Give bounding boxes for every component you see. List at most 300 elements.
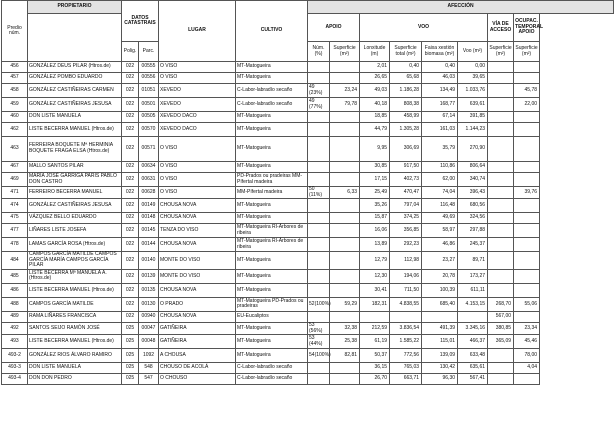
voo-cell: 1.144,23: [458, 123, 488, 137]
lonxitude-cell: 182,31: [360, 297, 390, 311]
faixa-cell: [422, 311, 458, 322]
lugar-cell: O VISO: [159, 173, 236, 187]
apoio-num-cell: [308, 123, 330, 137]
predio-cell: 462: [2, 123, 28, 137]
header-propietario: PROPIETARIO: [28, 1, 122, 14]
ocupac-cell: [514, 374, 540, 385]
cultivo-cell: MT-Matogueira: [236, 73, 308, 84]
polig-cell: 022: [122, 224, 139, 238]
polig-cell: 022: [122, 213, 139, 224]
table-row: [2, 238, 614, 252]
lugar-cell: XEVEDO DACO: [159, 112, 236, 123]
ocupac-cell: 78,00: [514, 349, 540, 363]
cultivo-cell: MT-Matogueira: [236, 137, 308, 162]
apoio-num-cell: [308, 199, 330, 213]
superficie-total-cell: 797,04: [390, 199, 422, 213]
header-ocupacion-temporal: OCUPAC. TEMPORAL APOIO: [514, 14, 540, 42]
polig-cell: 022: [122, 173, 139, 187]
predio-cell: 475: [2, 213, 28, 224]
lonxitude-cell: 15,87: [360, 213, 390, 224]
table-row: [2, 269, 614, 283]
ocupac-cell: [514, 269, 540, 283]
apoio-num-cell: [308, 224, 330, 238]
faixa-cell: 116,48: [422, 199, 458, 213]
lugar-cell: O CHOUSO: [159, 374, 236, 385]
table-row: [2, 123, 614, 137]
header-superficie-apoio: Superficie (m²): [330, 42, 360, 62]
via-cell: 567,00: [488, 311, 514, 322]
lonxitude-cell: 26,65: [360, 73, 390, 84]
superficie-total-cell: 0,40: [390, 62, 422, 73]
parc-cell: 00555: [139, 62, 159, 73]
ocupac-cell: 55,06: [514, 297, 540, 311]
ocupac-cell: [514, 173, 540, 187]
ocupac-cell: [514, 112, 540, 123]
predio-cell: 469: [2, 173, 28, 187]
apoio-superficie-cell: [330, 62, 360, 73]
via-cell: [488, 199, 514, 213]
via-cell: [488, 213, 514, 224]
superficie-total-cell: 356,85: [390, 224, 422, 238]
cultivo-cell: MT-Matogueira: [236, 62, 308, 73]
lugar-cell: XEVEDO: [159, 84, 236, 98]
ocupac-cell: [514, 252, 540, 270]
predio-cell: 493: [2, 335, 28, 349]
table-row: [2, 297, 614, 311]
header-apoio: APOIO: [308, 14, 360, 42]
faixa-cell: 139,09: [422, 349, 458, 363]
header-afeccion: AFECCIÓN: [308, 1, 614, 14]
header-via-acceso: VÍA DE ACCESO: [488, 14, 514, 42]
lugar-cell: CHOUSO DE ACOLÁ: [159, 363, 236, 374]
apoio-num-cell: [308, 252, 330, 270]
lonxitude-cell: 50,37: [360, 349, 390, 363]
apoio-superficie-cell: [330, 73, 360, 84]
cultivo-cell: MT-Matogueira: [236, 335, 308, 349]
polig-cell: 025: [122, 349, 139, 363]
ocupac-cell: 23,34: [514, 322, 540, 334]
polig-cell: 022: [122, 238, 139, 252]
apoio-superficie-cell: 32,38: [330, 322, 360, 334]
header-apelidos: [28, 14, 122, 62]
voo-cell: 89,71: [458, 252, 488, 270]
lonxitude-cell: 18,85: [360, 112, 390, 123]
ocupac-cell: [514, 73, 540, 84]
faixa-cell: 74,04: [422, 187, 458, 199]
lonxitude-cell: 212,59: [360, 322, 390, 334]
owner-cell: GONZÁLEZ DEUS PILAR (Htros.de): [28, 62, 122, 73]
owner-cell: LISTE BECERRA MANUEL (Htros.de): [28, 335, 122, 349]
superficie-total-cell: 112,98: [390, 252, 422, 270]
faixa-cell: 491,39: [422, 322, 458, 334]
ocupac-cell: 45,78: [514, 84, 540, 98]
owner-cell: DON LISTE MANUELA: [28, 112, 122, 123]
superficie-total-cell: 65,68: [390, 73, 422, 84]
superficie-total-cell: 458,99: [390, 112, 422, 123]
apoio-num-cell: [308, 311, 330, 322]
parc-cell: 1092: [139, 349, 159, 363]
superficie-total-cell: 663,71: [390, 374, 422, 385]
voo-cell: 391,85: [458, 112, 488, 123]
table-row: [2, 349, 614, 363]
table-row: [2, 283, 614, 297]
parc-cell: 00556: [139, 73, 159, 84]
apoio-superficie-cell: [330, 252, 360, 270]
apoio-superficie-cell: [330, 213, 360, 224]
lugar-cell: CHOUSA NOVA: [159, 238, 236, 252]
voo-cell: 396,43: [458, 187, 488, 199]
faixa-cell: 115,01: [422, 335, 458, 349]
voo-cell: 245,37: [458, 238, 488, 252]
owner-cell: MARÍA JOSÉ GARRIGA PARIS PABLO DON CASTRO: [28, 173, 122, 187]
lugar-cell: CHOUSA NOVA: [159, 311, 236, 322]
predio-cell: 488: [2, 297, 28, 311]
superficie-total-cell: 1.305,28: [390, 123, 422, 137]
superficie-total-cell: 3.836,54: [390, 322, 422, 334]
owner-cell: LISTE BECERRA MANUEL (Htros.de): [28, 283, 122, 297]
table-row: [2, 73, 614, 84]
via-cell: [488, 162, 514, 173]
lonxitude-cell: 40,18: [360, 98, 390, 112]
header-cultivo: CULTIVO: [236, 1, 308, 62]
faixa-cell: 0,40: [422, 62, 458, 73]
voo-cell: 4.153,15: [458, 297, 488, 311]
polig-cell: 022: [122, 187, 139, 199]
ocupac-cell: [514, 213, 540, 224]
table-row: [2, 173, 614, 187]
superficie-total-cell: 4.838,55: [390, 297, 422, 311]
cultivo-cell: MT-Matogueira: [236, 252, 308, 270]
cultivo-cell: MT-Matogueira: [236, 199, 308, 213]
faixa-cell: 23,27: [422, 252, 458, 270]
cultivo-cell: MT-Matogueira RI-Árbores de ribeira: [236, 238, 308, 252]
via-cell: [488, 224, 514, 238]
header-lugar: LUGAR: [159, 1, 236, 62]
predio-cell: 484: [2, 252, 28, 270]
via-cell: 365,09: [488, 335, 514, 349]
lugar-cell: CHOUSA NOVA: [159, 283, 236, 297]
superficie-total-cell: 292,23: [390, 238, 422, 252]
cultivo-cell: MT-Matogueira PD-Prados ou pradeiras: [236, 297, 308, 311]
table-row: [2, 84, 614, 98]
parc-cell: 548: [139, 363, 159, 374]
apoio-superficie-cell: [330, 112, 360, 123]
lonxitude-cell: 17,15: [360, 173, 390, 187]
apoio-num-cell: 53 (56%): [308, 322, 330, 334]
via-cell: 268,70: [488, 297, 514, 311]
apoio-num-cell: [308, 374, 330, 385]
lonxitude-cell: 13,89: [360, 238, 390, 252]
predio-cell: 460: [2, 112, 28, 123]
polig-cell: 022: [122, 137, 139, 162]
ocupac-cell: 39,76: [514, 187, 540, 199]
table-row: [2, 162, 614, 173]
parc-cell: 00505: [139, 112, 159, 123]
cultivo-cell: MT-Matogueira: [236, 283, 308, 297]
apoio-superficie-cell: [330, 162, 360, 173]
apoio-num-cell: [308, 73, 330, 84]
apoio-num-cell: [308, 283, 330, 297]
parc-cell: 00571: [139, 137, 159, 162]
voo-cell: 680,56: [458, 199, 488, 213]
superficie-total-cell: 1.585,22: [390, 335, 422, 349]
owner-cell: MALLO SANTOS PILAR: [28, 162, 122, 173]
apoio-superficie-cell: [330, 123, 360, 137]
apoio-superficie-cell: [330, 269, 360, 283]
parc-cell: 00628: [139, 187, 159, 199]
voo-cell: 3.345,16: [458, 322, 488, 334]
owner-cell: GONZÁLEZ CASTIÑEIRAS CARMEN: [28, 84, 122, 98]
superficie-total-cell: 470,47: [390, 187, 422, 199]
table-row: [2, 374, 614, 385]
table-row: [2, 187, 614, 199]
polig-cell: 022: [122, 199, 139, 213]
lonxitude-cell: 61,19: [360, 335, 390, 349]
apoio-superficie-cell: 25,38: [330, 335, 360, 349]
faixa-cell: 110,86: [422, 162, 458, 173]
cultivo-cell: MM-Pífertal madeira: [236, 187, 308, 199]
cultivo-cell: MT-Matogueira: [236, 213, 308, 224]
polig-cell: 022: [122, 112, 139, 123]
owner-cell: LAMAS GARCÍA ROSA (Htros.de): [28, 238, 122, 252]
predio-cell: 478: [2, 238, 28, 252]
predio-cell: 463: [2, 137, 28, 162]
faixa-cell: 67,14: [422, 112, 458, 123]
apoio-num-cell: [308, 162, 330, 173]
owner-cell: GONZÁLEZ RIOS ÁLVARO RAMIRO: [28, 349, 122, 363]
lugar-cell: O VISO: [159, 162, 236, 173]
predio-cell: 471: [2, 187, 28, 199]
lugar-cell: CHOUSA NOVA: [159, 213, 236, 224]
apoio-superficie-cell: [330, 374, 360, 385]
polig-cell: 025: [122, 335, 139, 349]
parc-cell: 00135: [139, 283, 159, 297]
apoio-superficie-cell: [330, 173, 360, 187]
owner-cell: RAMA LIÑARES FRANCISCA: [28, 311, 122, 322]
cultivo-cell: MT-Matogueira: [236, 269, 308, 283]
voo-cell: 567,41: [458, 374, 488, 385]
via-cell: [488, 73, 514, 84]
lonxitude-cell: 12,30: [360, 269, 390, 283]
header-lonxitude: Lonxitude (m): [360, 42, 390, 62]
faixa-cell: 130,42: [422, 363, 458, 374]
header-polig: Polig.: [122, 42, 139, 62]
polig-cell: 022: [122, 98, 139, 112]
table-row: [2, 311, 614, 322]
parc-cell: 00634: [139, 162, 159, 173]
lugar-cell: O VISO: [159, 187, 236, 199]
ocupac-cell: [514, 162, 540, 173]
polig-cell: 025: [122, 374, 139, 385]
parc-cell: 00145: [139, 224, 159, 238]
lonxitude-cell: 36,15: [360, 363, 390, 374]
owner-cell: DON LISTE MANUELA: [28, 363, 122, 374]
faixa-cell: 46,86: [422, 238, 458, 252]
lugar-cell: XEVEDO: [159, 98, 236, 112]
header-predio: Predio núm.: [2, 1, 28, 62]
table-row: [2, 224, 614, 238]
table-row: [2, 137, 614, 162]
via-cell: [488, 283, 514, 297]
faixa-cell: 62,00: [422, 173, 458, 187]
header-parc: Parc.: [139, 42, 159, 62]
lonxitude-cell: 49,03: [360, 84, 390, 98]
apoio-superficie-cell: [330, 283, 360, 297]
lonxitude-cell: [360, 311, 390, 322]
apoio-num-cell: 54(100%): [308, 349, 330, 363]
superficie-total-cell: 765,03: [390, 363, 422, 374]
faixa-cell: 100,39: [422, 283, 458, 297]
lugar-cell: A CHOUSA: [159, 349, 236, 363]
apoio-num-cell: 49 (77%): [308, 98, 330, 112]
via-cell: [488, 112, 514, 123]
table-row: [2, 112, 614, 123]
owner-cell: CAMPOS GARCÍA MATILDE CAMPOS GARCÍA MARÍA CAMPOS GARCÍA PILAR: [28, 252, 122, 270]
faixa-cell: 96,30: [422, 374, 458, 385]
apoio-superficie-cell: [330, 311, 360, 322]
superficie-total-cell: [390, 311, 422, 322]
expropriation-table: [1, 0, 614, 385]
owner-cell: FERREIRA BOQUETE Mª HERMINIA BOQUETE FRAGA ELSA (Htros.de): [28, 137, 122, 162]
parc-cell: 00149: [139, 199, 159, 213]
ocupac-cell: 45,46: [514, 335, 540, 349]
lonxitude-cell: 12,79: [360, 252, 390, 270]
parc-cell: 00144: [139, 238, 159, 252]
parc-cell: 00148: [139, 213, 159, 224]
cultivo-cell: MT-Matogueira RI-Árbores de ribeira: [236, 224, 308, 238]
cultivo-cell: C-Labor-labradío secaño: [236, 374, 308, 385]
lugar-cell: GATIÑEIRA: [159, 335, 236, 349]
voo-cell: 635,61: [458, 363, 488, 374]
predio-cell: 485: [2, 269, 28, 283]
lugar-cell: O VISO: [159, 73, 236, 84]
cultivo-cell: MT-Matogueira: [236, 123, 308, 137]
owner-cell: FERREIRO BECERRA MANUEL: [28, 187, 122, 199]
apoio-superficie-cell: 6,33: [330, 187, 360, 199]
polig-cell: 022: [122, 62, 139, 73]
via-cell: [488, 252, 514, 270]
apoio-num-cell: [308, 213, 330, 224]
apoio-num-cell: [308, 238, 330, 252]
ocupac-cell: 4,04: [514, 363, 540, 374]
lugar-cell: O VISO: [159, 137, 236, 162]
table-row: [2, 62, 614, 73]
voo-cell: 1.033,76: [458, 84, 488, 98]
lonxitude-cell: 25,49: [360, 187, 390, 199]
superficie-total-cell: 1.186,28: [390, 84, 422, 98]
via-cell: [488, 363, 514, 374]
apoio-superficie-cell: [330, 238, 360, 252]
faixa-cell: 49,69: [422, 213, 458, 224]
superficie-total-cell: 772,56: [390, 349, 422, 363]
apoio-num-cell: [308, 62, 330, 73]
ocupac-cell: [514, 283, 540, 297]
owner-cell: GONZÁLEZ CASTIÑEIRAS JESUSA: [28, 98, 122, 112]
cultivo-cell: EU-Eucaliptos: [236, 311, 308, 322]
voo-cell: 324,56: [458, 213, 488, 224]
voo-cell: 639,61: [458, 98, 488, 112]
parc-cell: 00047: [139, 322, 159, 334]
parc-cell: 00048: [139, 335, 159, 349]
header-superficie-total: Superficie total (m²): [390, 42, 422, 62]
lugar-cell: XEVEDO DACO: [159, 123, 236, 137]
superficie-total-cell: 711,50: [390, 283, 422, 297]
cultivo-cell: C-Labor-labradío secaño: [236, 84, 308, 98]
ocupac-cell: [514, 238, 540, 252]
header-num: Núm. (%): [308, 42, 330, 62]
parc-cell: 01051: [139, 84, 159, 98]
lugar-cell: GATIÑEIRA: [159, 322, 236, 334]
via-cell: [488, 123, 514, 137]
ocupac-cell: [514, 199, 540, 213]
voo-cell: 39,65: [458, 73, 488, 84]
via-cell: [488, 349, 514, 363]
via-cell: [488, 238, 514, 252]
apoio-num-cell: 53 (44%): [308, 335, 330, 349]
polig-cell: 025: [122, 363, 139, 374]
polig-cell: 022: [122, 283, 139, 297]
faixa-cell: 46,03: [422, 73, 458, 84]
owner-cell: LISTE BECERRA MANUEL (Htros.de): [28, 123, 122, 137]
apoio-num-cell: 49 (23%): [308, 84, 330, 98]
apoio-num-cell: [308, 269, 330, 283]
cultivo-cell: C-Labor-labradío secaño: [236, 98, 308, 112]
owner-cell: LISTE BECERRA Mª MANUELA A. (Htros.de): [28, 269, 122, 283]
lugar-cell: O PRADO: [159, 297, 236, 311]
voo-cell: 633,48: [458, 349, 488, 363]
table-body: [2, 62, 614, 385]
cultivo-cell: MT-Matogueira: [236, 349, 308, 363]
parc-cell: 00940: [139, 311, 159, 322]
predio-cell: 486: [2, 283, 28, 297]
superficie-total-cell: 374,25: [390, 213, 422, 224]
apoio-num-cell: [308, 137, 330, 162]
predio-cell: 489: [2, 311, 28, 322]
lonxitude-cell: 9,95: [360, 137, 390, 162]
apoio-superficie-cell: [330, 137, 360, 162]
owner-cell: LIÑARES LISTE JOSEFA: [28, 224, 122, 238]
lugar-cell: O VISO: [159, 62, 236, 73]
voo-cell: 806,64: [458, 162, 488, 173]
apoio-superficie-cell: [330, 224, 360, 238]
header-faixa-biomasa: Faixa xestión biomasa (m²): [422, 42, 458, 62]
lugar-cell: MONTE DO VISO: [159, 269, 236, 283]
apoio-num-cell: 50 (11%): [308, 187, 330, 199]
header-superficie-ocupac: Superficie (m²): [514, 42, 540, 62]
table-row: [2, 322, 614, 334]
parc-cell: 00501: [139, 98, 159, 112]
lugar-cell: TENZA DO VISO: [159, 224, 236, 238]
table-row: [2, 199, 614, 213]
predio-cell: 456: [2, 62, 28, 73]
apoio-num-cell: 52(100%): [308, 297, 330, 311]
cultivo-cell: C-Labor-labradío secaño: [236, 363, 308, 374]
lonxitude-cell: 2,01: [360, 62, 390, 73]
ocupac-cell: 22,00: [514, 98, 540, 112]
lugar-cell: MONTE DO VISO: [159, 252, 236, 270]
via-cell: [488, 137, 514, 162]
predio-cell: 492: [2, 322, 28, 334]
predio-cell: 474: [2, 199, 28, 213]
parc-cell: 547: [139, 374, 159, 385]
predio-cell: 493-4: [2, 374, 28, 385]
voo-cell: 297,88: [458, 224, 488, 238]
predio-cell: 477: [2, 224, 28, 238]
apoio-superficie-cell: 59,29: [330, 297, 360, 311]
parc-cell: 00570: [139, 123, 159, 137]
apoio-num-cell: [308, 173, 330, 187]
polig-cell: 022: [122, 252, 139, 270]
